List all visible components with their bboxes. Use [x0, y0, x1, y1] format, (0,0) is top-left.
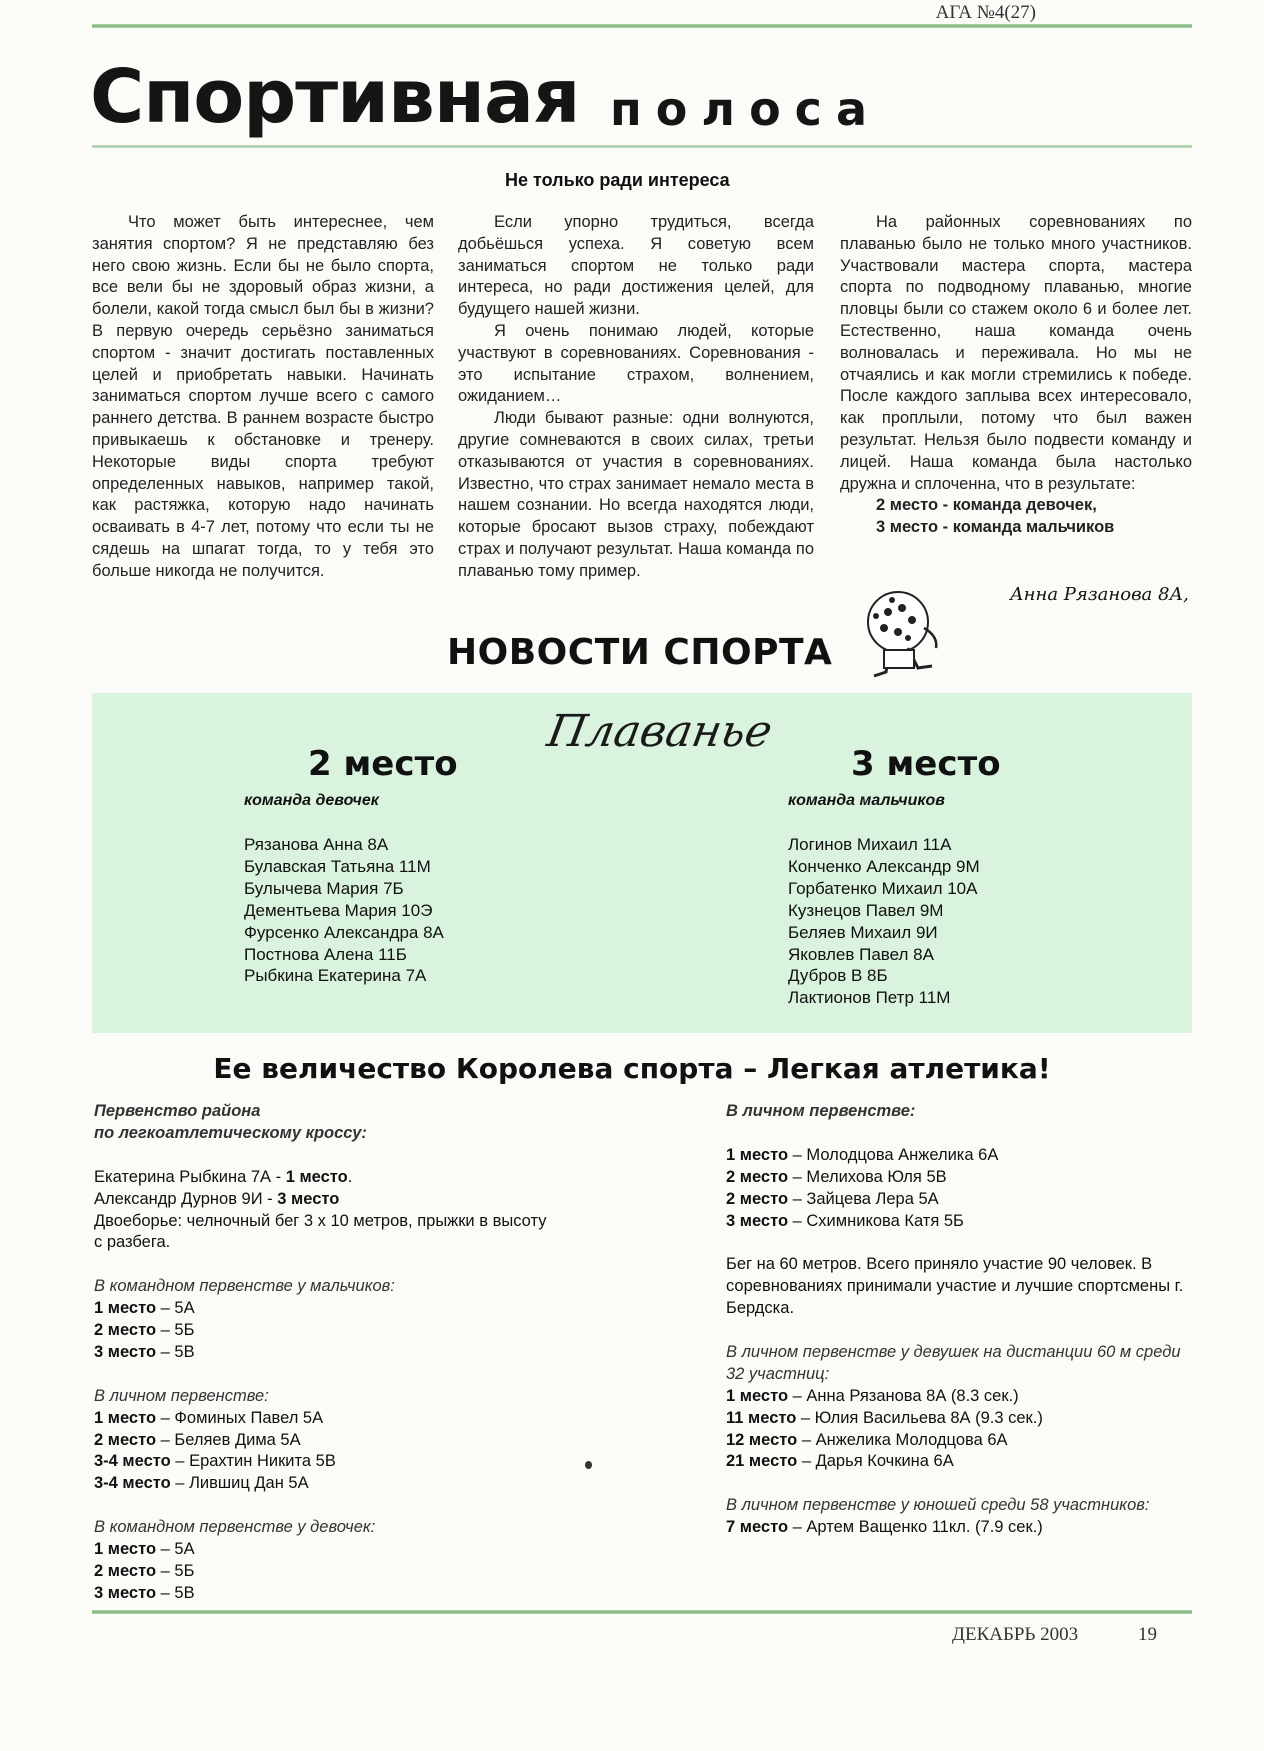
page-number: 19 [1138, 1624, 1157, 1645]
list-item: Конченко Александр 9М [788, 856, 980, 876]
list-item: Рязанова Анна 8А [244, 835, 389, 854]
list-item: 2 место – 5Б [94, 1321, 195, 1340]
girls-team-list [244, 834, 444, 987]
girls-team-heading: В командном первенстве у девочек: [94, 1518, 376, 1537]
list-item: Яковлев Павел 8А [788, 944, 934, 964]
list-item: Логинов Михаил 11А [788, 835, 952, 854]
list-item: Лактионов Петр 11М [788, 988, 951, 1008]
list-item: 3 место – 5В [94, 1342, 195, 1361]
list-item: Горбатенко Михаил 10А [788, 878, 978, 898]
list-item: 3 место – Схимникова Катя 5Б [726, 1211, 964, 1230]
issue-label: АГА №4(27) [935, 2, 1036, 23]
list-item: Дементьева Мария 10Э [244, 900, 433, 920]
article-paragraph: Если упорно трудиться, всегда добьёшься успеха. Я советую всем заниматься спортом не только ради интереса, но ради достижения целей, для будущего нашей жизни. [458, 213, 814, 319]
list-item: 1 место – 5А [94, 1299, 195, 1318]
article-paragraph: Я очень понимаю людей, которые участвуют в соревнованиях. Соревнования - это испытание страхом, волнением, ожиданием… [458, 321, 814, 406]
author-signature: Анна Рязанова 8А, [1010, 584, 1189, 605]
list-item: 3-4 место – Лившиц Дан 5А [94, 1474, 309, 1493]
bottom-rule [92, 1610, 1192, 1614]
cross-result-2: Александр Дурнов 9И - 3 место [94, 1189, 340, 1208]
list-item: 1 место – Молодцова Анжелика 6А [726, 1145, 999, 1164]
list-item: 12 место – Анжелика Молодцова 6А [726, 1430, 1008, 1449]
result-girls: 2 место - команда девочек, [876, 496, 1097, 515]
list-item: Постнова Алена 11Б [244, 944, 407, 964]
footer-date: ДЕКАБРЬ 2003 [952, 1624, 1079, 1645]
article-column-2 [458, 212, 814, 583]
girls-team-label: команда девочек [244, 792, 379, 809]
list-item: 2 место – Беляев Дима 5А [94, 1430, 301, 1449]
swimming-title: Плаванье [543, 706, 776, 757]
list-item: 11 место – Юлия Васильева 8А (9.3 сек.) [726, 1408, 1043, 1427]
article-paragraph: Люди бывают разные: одни волнуются, другие сомневаются в своих силах, третьи отказываются от участия в соревнованиях. Известно, что страх занимает немало места в нашем сознании. Но всегда находятся люди, которые бросают вызов страху, побеждают страх и получают результат. Наша команда по плаванью тому пример. [458, 409, 814, 580]
boys-place-heading: 3 место [851, 744, 1001, 784]
list-item: 7 место – Артем Ващенко 11кл. (7.9 сек.) [726, 1518, 1043, 1537]
running-kid-icon [862, 588, 944, 686]
list-item: 3-4 место – Ерахтин Никита 5В [94, 1452, 336, 1471]
cross-heading-2: по легкоатлетическому кроссу: [94, 1123, 367, 1142]
list-item: Дубров В 8Б [788, 966, 888, 986]
list-item: 2 место – Зайцева Лера 5А [726, 1189, 939, 1208]
list-item: Булавская Татьяна 11М [244, 856, 431, 876]
boys-team-list [788, 834, 980, 1009]
girls60-heading: В личном первенстве у девушек на дистанции 60 м среди 32 участниц: [726, 1342, 1181, 1383]
cross-result-1: Екатерина Рыбкина 7А - 1 место. [94, 1167, 353, 1186]
personal-heading: В личном первенстве: [726, 1102, 916, 1120]
list-item: 1 место – 5А [94, 1540, 195, 1559]
run60-note: Бег на 60 метров. Всего приняло участие 90 человек. В соревнованиях принимали участие и лучшие спортсмены г. Бердска. [726, 1255, 1184, 1318]
article-column-1 [92, 212, 434, 583]
list-item: 1 место – Фоминых Павел 5А [94, 1408, 324, 1427]
boys60-heading: В личном первенстве у юношей среди 58 участников: [726, 1496, 1150, 1515]
athletics-right-column [726, 1101, 1196, 1539]
personal-heading: В личном первенстве: [94, 1386, 269, 1405]
cross-heading: Первенство района [94, 1102, 261, 1120]
article-paragraph: На районных соревнованиях по плаванью было не только много участников. Участвовали мастера спорта, мастера спорта по подводному плаванью, многие пловцы были со стажем около 6 и более лет. Естественно, наша команда очень волновалась и переживала. Но мы не отчаялись и как могли стремились к победе. После каждого заплыва всех интересовало, как проплыли, потому что был важен результат. Нельзя было подвести команду и лицей. Наша команда была настолько дружна и сплоченна, что в результате: [840, 213, 1192, 493]
print-dot [585, 1461, 592, 1469]
list-item: 1 место – Анна Рязанова 8А (8.3 сек.) [726, 1386, 1019, 1405]
boys-team-heading: В командном первенстве у мальчиков: [94, 1277, 395, 1296]
result-boys: 3 место - команда мальчиков [876, 518, 1115, 537]
article-column-3 [840, 212, 1192, 539]
list-item: 3 место – 5В [94, 1583, 195, 1602]
athletics-left-column [94, 1101, 554, 1605]
page-title: Спортивная [90, 54, 580, 140]
list-item: Кузнецов Павел 9М [788, 900, 944, 920]
news-section-title: НОВОСТИ СПОРТА [447, 632, 833, 673]
top-rule [92, 24, 1192, 28]
article-paragraph: Что может быть интереснее, чем занятия спортом? Я не представляю без него свою жизнь. Если бы не было спорта, все вели бы не здоровый образ жизни, а болели, какой тогда смысл был бы в жизни? В первую очередь серьёзно заниматься спортом - значит достигать поставленных целей и приобретать навыки. Начинать заниматься спортом лучше всего с самого раннего детства. В раннем возрасте быстро привыкаешь к обстановке и тренеру. Некоторые виды спорта требуют определенных навыков, например такой, как растяжка, которую надо начинать осваивать в 4-7 лет, потому что если ты не сядешь на шпагат тогда, то у тебя это больше никогда не получится. [92, 213, 434, 580]
list-item: Беляев Михаил 9И [788, 922, 938, 942]
list-item: 2 место – Мелихова Юля 5В [726, 1167, 947, 1186]
page-subtitle: полоса [610, 82, 881, 136]
title-rule [92, 145, 1192, 148]
list-item: 21 место – Дарья Кочкина 6А [726, 1452, 954, 1471]
athletics-title: Ее величество Королева спорта – Легкая атлетика! [213, 1052, 1051, 1085]
list-item: Рыбкина Екатерина 7А [244, 966, 427, 986]
girls-place-heading: 2 место [308, 744, 458, 784]
list-item: Фурсенко Александра 8А [244, 922, 444, 942]
list-item: 2 место – 5Б [94, 1561, 195, 1580]
list-item: Булычева Мария 7Б [244, 878, 404, 898]
biathlon-note: Двоеборье: челночный бег 3 х 10 метров, прыжки в высоту с разбега. [94, 1211, 547, 1252]
boys-team-label: команда мальчиков [788, 792, 945, 809]
article-headline: Не только ради интереса [505, 170, 730, 190]
